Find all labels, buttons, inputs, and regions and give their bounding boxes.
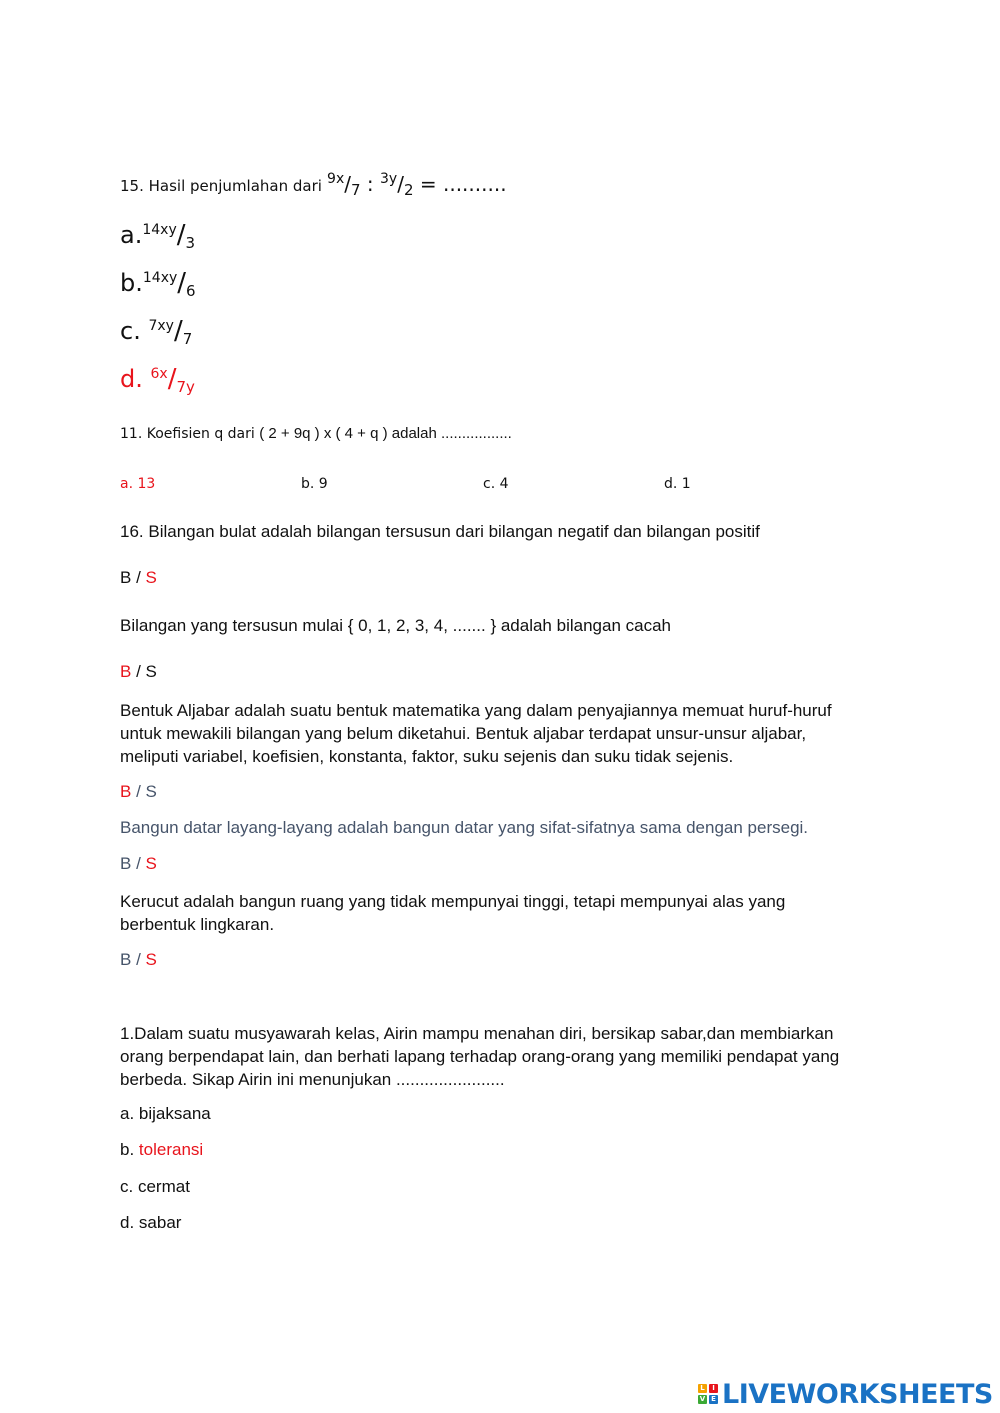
q15-num1: 9x [327,171,345,187]
tf-statement: Bentuk Aljabar adalah suatu bentuk matematika yang dalam penyajiannya memuat huruf-huruf untuk mewakili bilangan yang belum diketahui. Bentuk aljabar terdapat unsur-unsur aljabar, meliputi variabel, koefisien, konstanta, faktor, suku sejenis dan suku tidak sejenis. [120,701,832,766]
q15-option-c[interactable]: c. $^{7xy}/_7$ [120,316,193,348]
tf-statement: 16. Bilangan bulat adalah bilangan tersusun dari bilangan negatif dan bilangan positif [120,522,760,541]
tf-option-s[interactable]: S [145,782,157,801]
logo-mark-icon: L I V E [698,1384,718,1404]
tf-answer: B / S [120,662,157,681]
q11-option-b[interactable]: b. 9 [301,476,328,492]
q11-expression: ( 2 + 9q ) x ( 4 + q ) adalah ................. [259,425,512,442]
q15-option-d[interactable]: d. $^{6x}/_{7y}$ [120,364,195,396]
q11-question [120,425,512,443]
q15-option-a[interactable]: $a.^{14xy}/_3$ [120,220,196,252]
tf-answer: B / S [120,568,157,587]
q1-option-d[interactable]: d. sabar [120,1213,182,1232]
tf-option-s[interactable]: S [145,950,157,969]
tf-option-b[interactable]: B [120,854,132,873]
tf-option-b[interactable]: B [120,568,132,587]
tf-option-b[interactable]: B [120,662,132,681]
q15-den1: 7 [350,181,361,199]
liveworksheets-logo [698,1379,993,1409]
q15-question: 15. Hasil penjumlahan dari $^{9x}/_7$ : $^{3y}/_2$ = .......... [120,171,507,199]
q15-tail: = .......... [419,172,507,196]
tf-answer: B / S [120,950,157,969]
tf-option-s[interactable]: S [145,662,157,681]
logo-text: LIVEWORKSHEETS [722,1378,993,1410]
tf-option-b[interactable]: B [120,950,132,969]
tf-statement: Bangun datar layang-layang adalah bangun datar yang sifat-sifatnya sama dengan persegi. [120,818,809,837]
tf-option-s[interactable]: S [145,568,157,587]
q15-den2: 2 [403,181,414,199]
tf-statement: Bilangan yang tersusun mulai { 0, 1, 2, 3, 4, ....... } adalah bilangan cacah [120,616,671,635]
q1-question: 1.Dalam suatu musyawarah kelas, Airin mampu menahan diri, bersikap sabar,dan membiarkan orang berpendapat lain, dan berhati lapang terhadap orang-orang yang memiliki pendapat yang berbeda. Sikap Airin ini menunjukan ....................... [120,1024,840,1089]
q15-option-b[interactable]: $b.^{14xy}/_6$ [120,268,196,300]
q11-option-a[interactable]: a. 13 [120,476,156,492]
q1-option-b[interactable]: b. toleransi [120,1140,204,1159]
tf-statement: Kerucut adalah bangun ruang yang tidak mempunyai tinggi, tetapi mempunyai alas yang berbentuk lingkaran. [120,892,786,934]
q15-num2: 3y [380,171,398,187]
q11-prefix: 11. Koefisien q dari [120,426,255,442]
q11-option-c[interactable]: c. 4 [483,476,509,492]
q15-prefix: 15. Hasil penjumlahan dari [120,177,322,195]
tf-option-s[interactable]: S [145,854,157,873]
tf-option-b[interactable]: B [120,782,132,801]
q11-option-d[interactable]: d. 1 [664,476,691,492]
tf-answer: B / S [120,854,157,873]
q15-operator: : [366,172,374,196]
tf-answer: B / S [120,782,157,801]
q1-option-a[interactable]: a. bijaksana [120,1104,211,1123]
q1-option-c[interactable]: c. cermat [120,1177,190,1196]
